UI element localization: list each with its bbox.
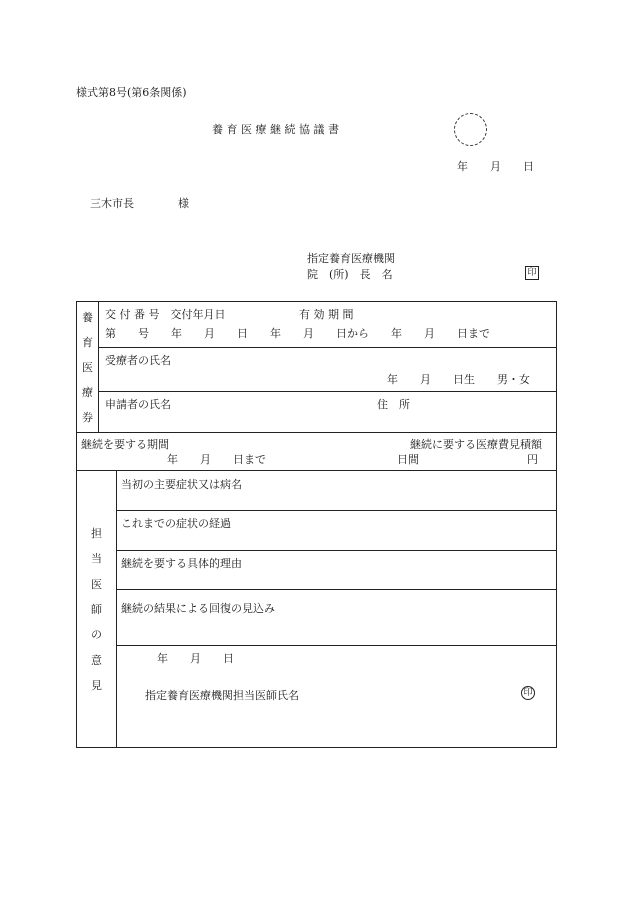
addressee: 三木市長 様 <box>90 197 189 210</box>
consultation-table <box>76 301 557 748</box>
initial-symptoms-label: 当初の主要症状又は病名 <box>121 478 242 491</box>
symptom-progress-label: これまでの症状の経過 <box>121 517 231 530</box>
form-number: 様式第8号(第6条関係) <box>76 86 187 99</box>
address-label: 住 所 <box>377 398 410 411</box>
yen-label: 円 <box>527 453 538 466</box>
issue-date-line: 年 月 日 <box>457 160 534 173</box>
institution-label: 指定養育医療機関 <box>307 252 395 265</box>
cost-estimate-label: 継続に要する医療費見積額 <box>410 438 542 451</box>
doctor-seal-icon: 印 <box>521 686 535 700</box>
continuation-period-line: 年 月 日まで <box>167 453 266 466</box>
validity-period-header: 有 効 期 間 <box>299 308 354 321</box>
ticket-section-label: 養 育 医 療 券 <box>82 310 93 425</box>
director-seal-icon: 印 <box>525 266 539 280</box>
applicant-name-label: 申請者の氏名 <box>105 398 171 411</box>
continuation-reason-label: 継続を要する具体的理由 <box>121 557 242 570</box>
patient-name-label: 受療者の氏名 <box>105 354 171 367</box>
ticket-number-date-header: 交 付 番 号 交付年月日 <box>105 308 226 321</box>
receipt-stamp-circle <box>454 113 487 146</box>
ticket-values-line: 第 号 年 月 日 年 月 日から 年 月 日まで <box>105 327 490 340</box>
document-title: 養 育 医 療 継 続 協 議 書 <box>212 123 339 136</box>
doctor-opinion-label: 担 当 医 師 の 意 見 <box>91 526 102 693</box>
recovery-prognosis-label: 継続の結果による回復の見込み <box>121 602 275 615</box>
director-name-label: 院 (所) 長 名 <box>307 268 393 281</box>
doctor-name-label: 指定養育医療機関担当医師氏名 <box>145 689 299 702</box>
doctor-date-line: 年 月 日 <box>157 652 234 665</box>
patient-birth-sex-line: 年 月 日生 男・女 <box>387 373 530 386</box>
days-label: 日間 <box>397 453 419 466</box>
continuation-period-label: 継続を要する期間 <box>81 438 169 451</box>
